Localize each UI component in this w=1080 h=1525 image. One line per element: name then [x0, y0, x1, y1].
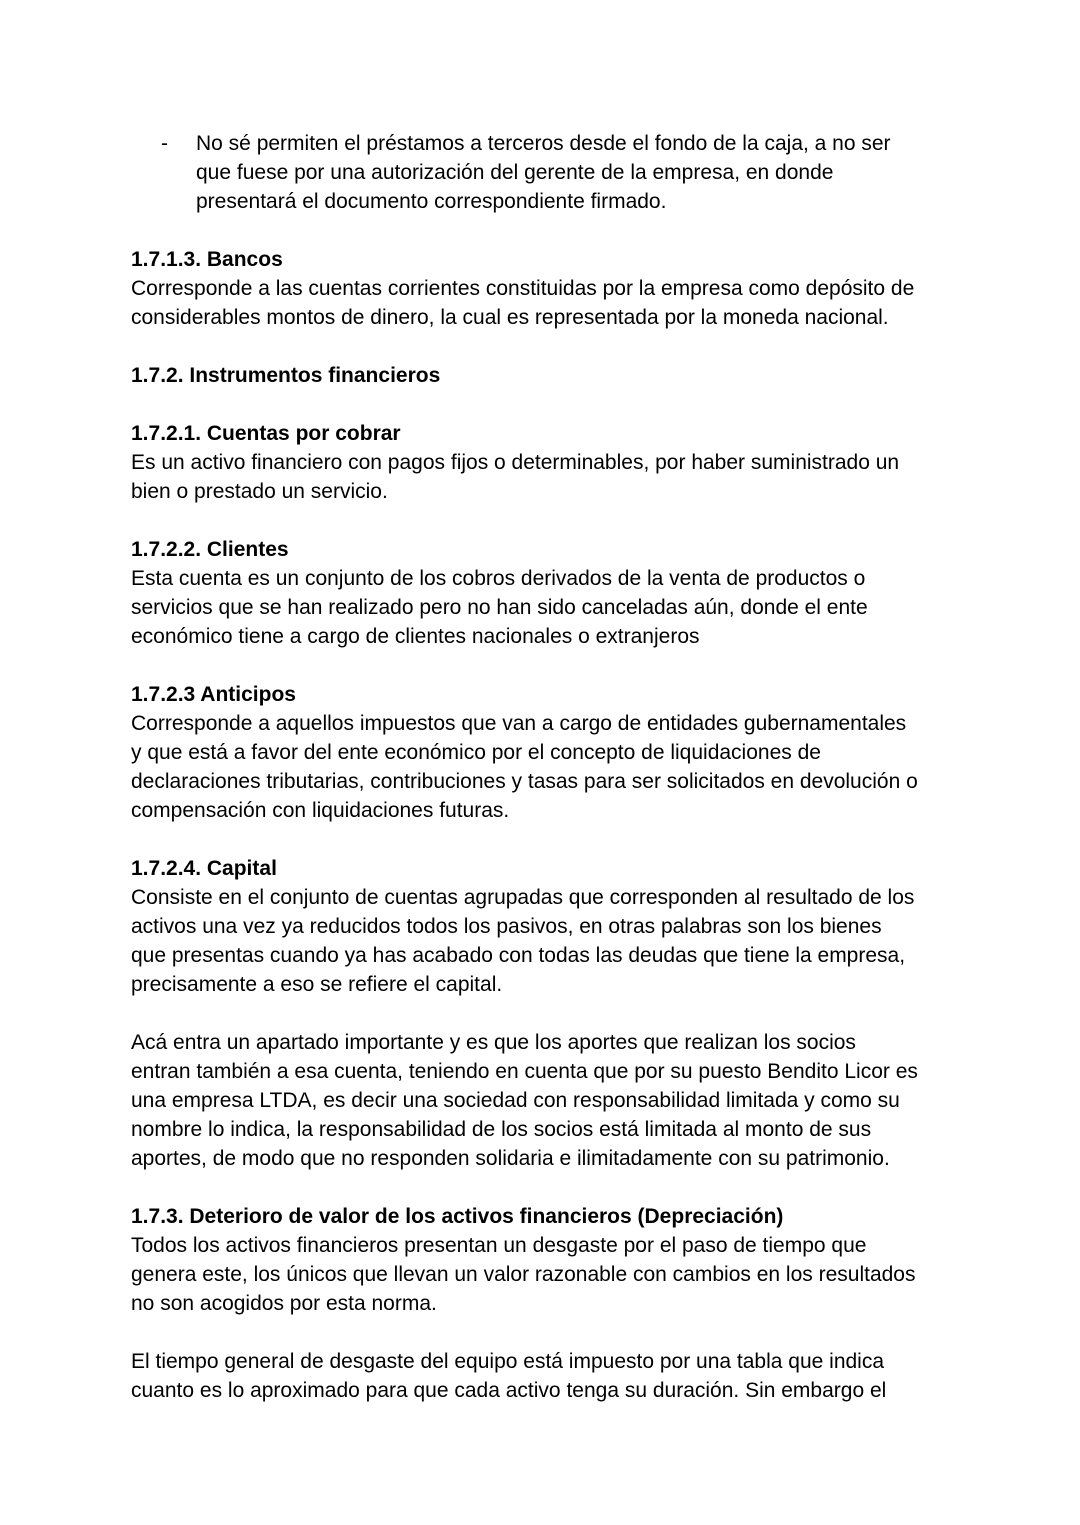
- section-heading: 1.7.2. Instrumentos financieros: [131, 364, 441, 387]
- paragraph-line: nombre lo indica, la responsabilidad de los socios está limitada al monto de sus: [131, 1118, 872, 1141]
- paragraph-line: entran también a esa cuenta, teniendo en cuenta que por su puesto Bendito Licor es: [131, 1060, 918, 1083]
- paragraph-line: y que está a favor del ente económico por el concepto de liquidaciones de: [131, 741, 821, 764]
- section-anticipos: [131, 680, 961, 825]
- paragraph-line: bien o prestado un servicio.: [131, 480, 388, 503]
- section-heading: 1.7.3. Deterioro de valor de los activos financieros (Depreciación): [131, 1205, 784, 1228]
- paragraph-line: Corresponde a las cuentas corrientes constituidas por la empresa como depósito de: [131, 277, 915, 300]
- paragraph-line: genera este, los únicos que llevan un valor razonable con cambios en los resultados: [131, 1263, 916, 1286]
- paragraph-line: precisamente a eso se refiere el capital.: [131, 973, 503, 996]
- section-heading: 1.7.2.4. Capital: [131, 857, 277, 880]
- paragraph-line: considerables montos de dinero, la cual es representada por la moneda nacional.: [131, 306, 889, 329]
- document-content: [131, 129, 961, 1405]
- paragraph-line: que presentas cuando ya has acabado con todas las deudas que tiene la empresa,: [131, 944, 906, 967]
- paragraph-line: económico tiene a cargo de clientes nacionales o extranjeros: [131, 625, 700, 648]
- paragraph-line: Corresponde a aquellos impuestos que van a cargo de entidades gubernamentales: [131, 712, 907, 735]
- paragraph-line: Esta cuenta es un conjunto de los cobros derivados de la venta de productos o: [131, 567, 866, 590]
- paragraph-line: no son acogidos por esta norma.: [131, 1292, 437, 1315]
- paragraph-line: Todos los activos financieros presentan un desgaste por el paso de tiempo que: [131, 1234, 867, 1257]
- paragraph-line: una empresa LTDA, es decir una sociedad con responsabilidad limitada y como su: [131, 1089, 900, 1112]
- section-heading: 1.7.2.1. Cuentas por cobrar: [131, 422, 401, 445]
- paragraph-line: cuanto es lo aproximado para que cada activo tenga su duración. Sin embargo el: [131, 1379, 887, 1402]
- paragraph-line: compensación con liquidaciones futuras.: [131, 799, 510, 822]
- section-clientes: [131, 535, 961, 651]
- paragraph-line: servicios que se han realizado pero no han sido canceladas aún, donde el ente: [131, 596, 868, 619]
- section-instrumentos-financieros: [131, 361, 961, 390]
- bullet-line: presentará el documento correspondiente firmado.: [196, 190, 667, 213]
- section-cuentas-por-cobrar: [131, 419, 961, 506]
- paragraph-line: Acá entra un apartado importante y es que los aportes que realizan los socios: [131, 1031, 856, 1054]
- paragraph-line: Es un activo financiero con pagos fijos o determinables, por haber suministrado un: [131, 451, 900, 474]
- section-heading: 1.7.1.3. Bancos: [131, 248, 283, 271]
- section-heading: 1.7.2.2. Clientes: [131, 538, 289, 561]
- bullet-marker: -: [161, 132, 168, 155]
- paragraph-line: declaraciones tributarias, contribuciones y tasas para ser solicitados en devolución o: [131, 770, 918, 793]
- section-heading: 1.7.2.3 Anticipos: [131, 683, 296, 706]
- paragraph-line: El tiempo general de desgaste del equipo está impuesto por una tabla que indica: [131, 1350, 885, 1373]
- paragraph-line: aportes, de modo que no responden solidaria e ilimitadamente con su patrimonio.: [131, 1147, 890, 1170]
- paragraph-line: Consiste en el conjunto de cuentas agrupadas que corresponden al resultado de los: [131, 886, 915, 909]
- section-capital: [131, 854, 961, 999]
- section-deterioro-valor: [131, 1202, 961, 1318]
- paragraph-tiempo-desgaste: [131, 1347, 961, 1405]
- bullet-line: que fuese por una autorización del gerente de la empresa, en donde: [196, 161, 834, 184]
- section-bancos: [131, 245, 961, 332]
- paragraph-aportes-socios: [131, 1028, 961, 1173]
- list-item: [131, 129, 961, 216]
- paragraph-line: activos una vez ya reducidos todos los pasivos, en otras palabras son los bienes: [131, 915, 882, 938]
- bullet-line: No sé permiten el préstamos a terceros desde el fondo de la caja, a no ser: [196, 132, 891, 155]
